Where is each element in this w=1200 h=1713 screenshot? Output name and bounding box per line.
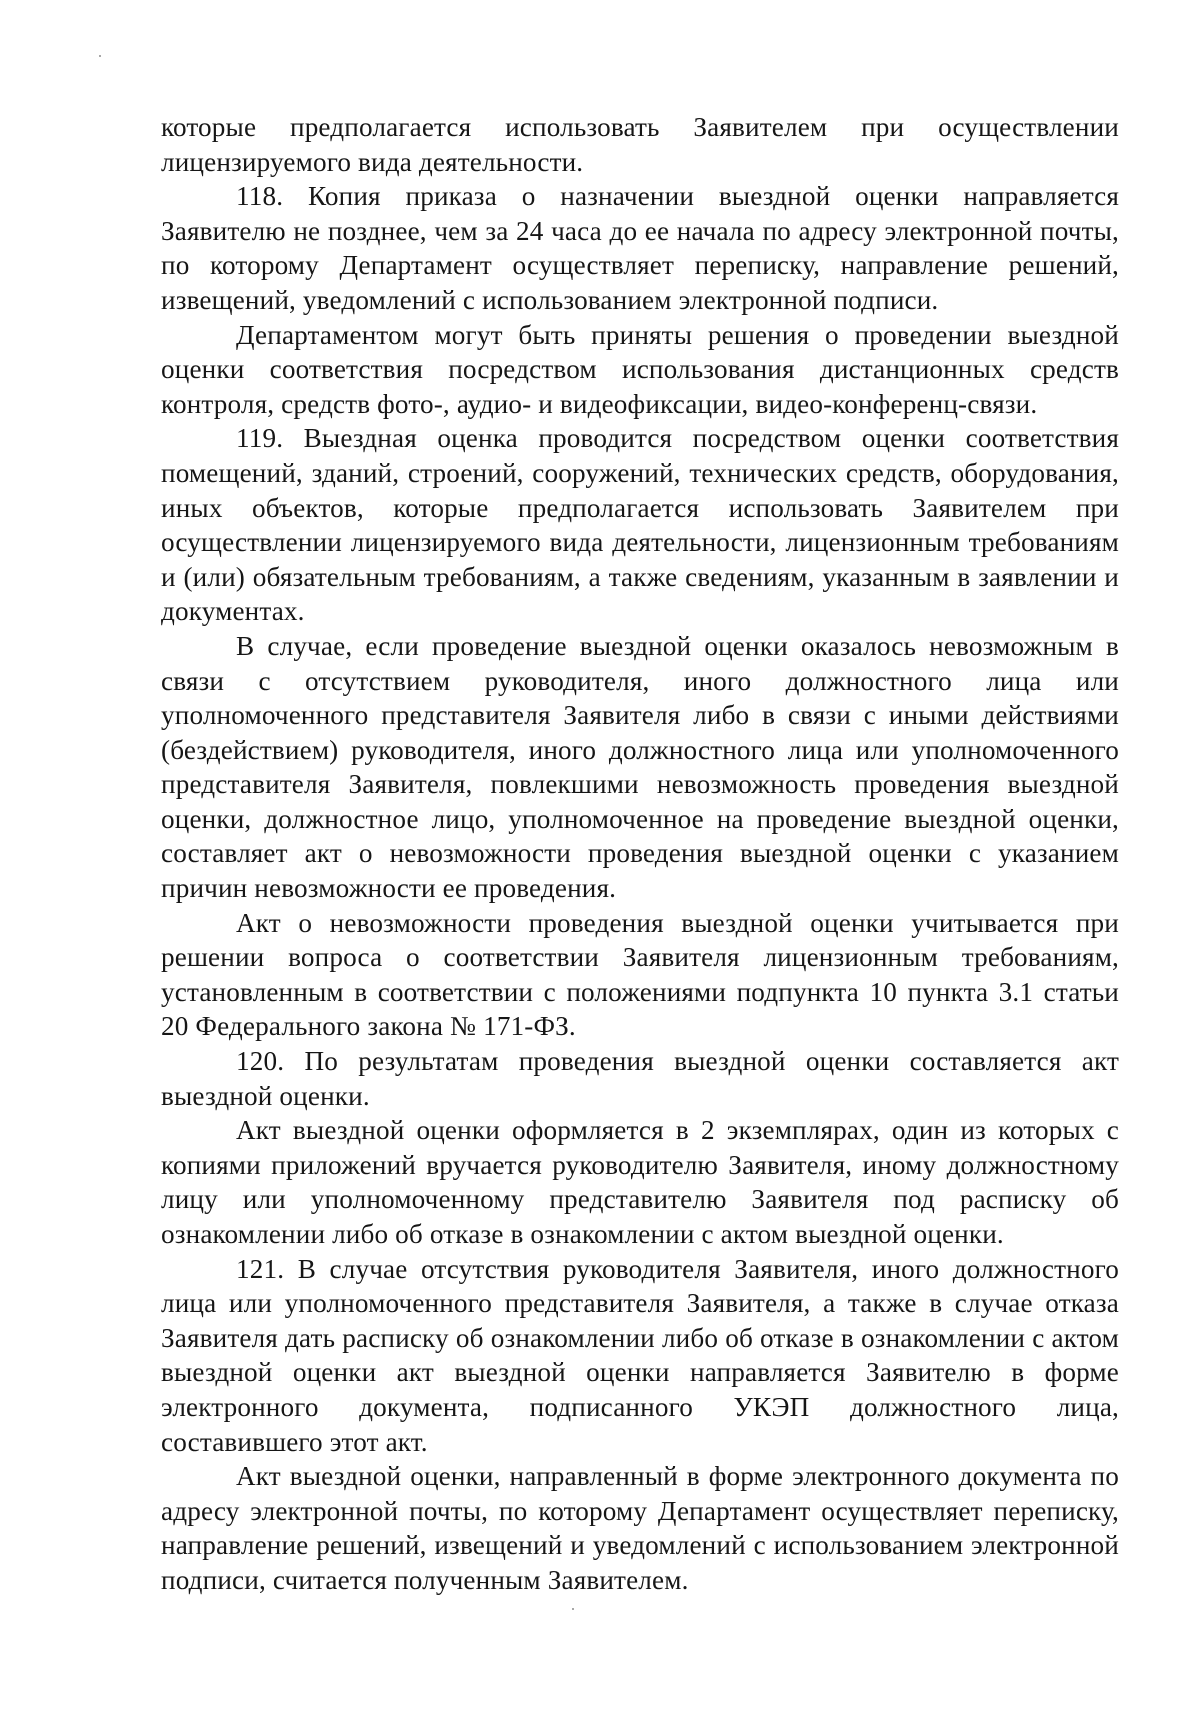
paragraph-impossibility-act: Акт о невозможности проведения выездной оценки учитывается при решении вопроса о соответствии Заявителя лицензионным требованиям, установленным в соответствии с положениями подпункта 10 пункта 3.1 статьи 20 Федерального закона № 171-ФЗ. — [161, 907, 1119, 1042]
paragraph-118: 118. Копия приказа о назначении выездной оценки направляется Заявителю не позднее, чем за 24 часа до ее начала по адресу электронной почты, по которому Департамент осуществляет переписку, направление решений, извещений, уведомлений с использованием электронной подписи. — [161, 181, 1119, 315]
paragraph-impossibility: В случае, если проведение выездной оценки оказалось невозможным в связи с отсутствием руководителя, иного должностного лица или уполномоченного представителя Заявителя либо в связи с иными действиями (бездействием) руководителя, иного должностного лица или уполномоченного представителя Заявителя, повлекшими невозможность проведения выездной оценки, должностное лицо, уполномоченное на проведение выездной оценки, составляет акт о невозможности проведения выездной оценки с указанием причин невозможности ее проведения. — [161, 630, 1119, 904]
paragraph-continuation: которые предполагается использовать Заявителем при осуществлении лицензируемого вида деятельности. — [161, 112, 1119, 177]
scan-speck — [572, 1608, 574, 1610]
paragraph-electronic-act: Акт выездной оценки, направленный в форме электронного документа по адресу электронной почты, по которому Департамент осуществляет переписку, направление решений, извещений и уведомлений с использованием электронной подписи, считается полученным Заявителем. — [161, 1461, 1119, 1595]
scan-speck — [99, 55, 101, 57]
paragraph-remote-assessment: Департаментом могут быть приняты решения о проведении выездной оценки соответствия посредством использования дистанционных средств контроля, средств фото-, аудио- и видеофиксации, видео-конференц-связи. — [161, 319, 1119, 419]
paragraph-120: 120. По результатам проведения выездной оценки составляется акт выездной оценки. — [161, 1046, 1119, 1111]
document-body — [161, 110, 1119, 1598]
paragraph-119: 119. Выездная оценка проводится посредством оценки соответствия помещений, зданий, строений, сооружений, технических средств, оборудования, иных объектов, которые предполагается использовать Заявителем при осуществлении лицензируемого вида деятельности, лицензионным требованиям и (или) обязательным требованиям, а также сведениям, указанным в заявлении и документах. — [161, 423, 1119, 627]
paragraph-121: 121. В случае отсутствия руководителя Заявителя, иного должностного лица или уполномоченного представителя Заявителя, а также в случае отказа Заявителя дать расписку об ознакомлении либо об отказе в ознакомлении с актом выездной оценки акт выездной оценки направляется Заявителю в форме электронного документа, подписанного УКЭП должностного лица, составившего этот акт. — [161, 1253, 1119, 1457]
paragraph-act-copies: Акт выездной оценки оформляется в 2 экземплярах, один из которых с копиями приложений вручается руководителю Заявителя, иному должностному лицу или уполномоченному представителю Заявителя под расписку об ознакомлении либо об отказе в ознакомлении с актом выездной оценки. — [161, 1115, 1119, 1249]
